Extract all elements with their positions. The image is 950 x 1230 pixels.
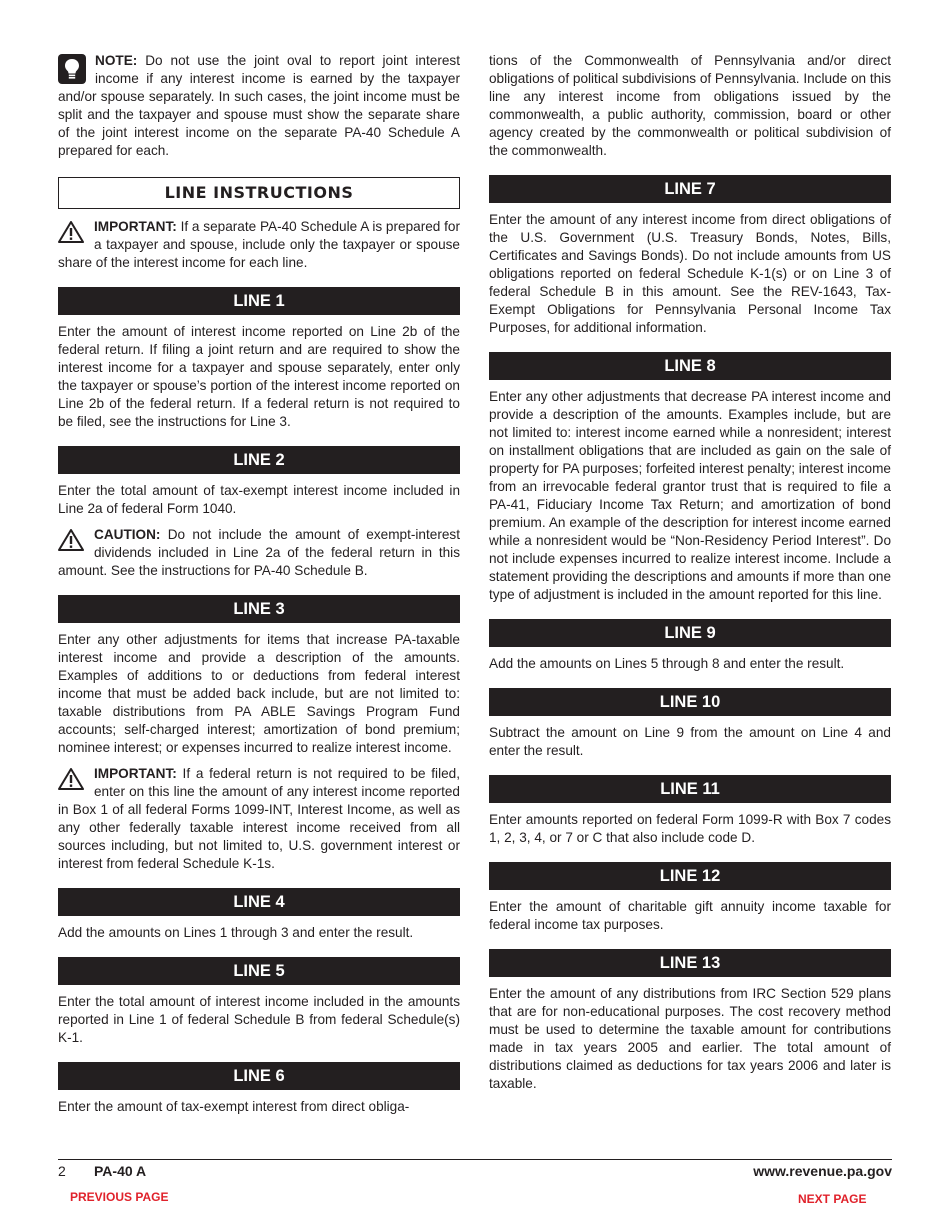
right-column (489, 52, 891, 1093)
line-8-heading: LINE 8 (489, 352, 891, 380)
note-paragraph (58, 52, 460, 160)
page-number: 2 (58, 1163, 66, 1179)
line-4-heading: LINE 4 (58, 888, 460, 916)
important-text: If a separate PA-40 Schedule A is prepared for a taxpayer and spouse, include only the taxpayer or spouse share of the interest income for each line. (58, 219, 460, 270)
important-text: If a federal return is not required to be filed, enter on this line the amount of any interest income reported in Box 1 of all federal Forms 1099-INT, Interest Income, as well as any other federally taxable interest income received from all sources including, but not limited to, U.S. government interest or interest from federal Schedule K-1s. (58, 766, 460, 871)
line-1-heading: LINE 1 (58, 287, 460, 315)
note-label: NOTE: (95, 53, 138, 68)
line-6-heading: LINE 6 (58, 1062, 460, 1090)
important-label: IMPORTANT: (94, 766, 177, 781)
line-2-text: Enter the total amount of tax-exempt interest income included in Line 2a of federal Form 1040. (58, 483, 460, 516)
line-6-text: Enter the amount of tax-exempt interest from direct obliga- (58, 1099, 410, 1114)
warning-icon (58, 220, 84, 246)
lightbulb-icon (58, 54, 86, 84)
line-9-text: Add the amounts on Lines 5 through 8 and enter the result. (489, 656, 845, 671)
warning-icon (58, 767, 84, 793)
line-7-text: Enter the amount of any interest income from direct obligations of the U.S. Government (U.S. Treasury Bonds, Notes, Bills, Certificates and Savings Bonds). Do not include amounts from US obligations reported on federal Schedule K-1(s) or on Line 3 of federal Schedule B in this amount. See the REV-1643, Tax-Exempt Obligations for Pennsylvania Personal Income Tax Purposes, for additional information. (489, 212, 891, 335)
line-6-continued: tions of the Commonwealth of Pennsylvania and/or direct obligations of political subdivisions of Pennsylvania. Include on this line any interest income from obligations issued by the commonwealth, a public authority, commission, board or other agency created by the commonwealth or political subdivision of the commonwealth. (489, 53, 892, 158)
important-note-1 (58, 218, 460, 272)
line-3-text: Enter any other adjustments for items that increase PA-taxable interest income and provide a description of the amounts. Examples of additions to or deductions from federal interest income that must be added back include, but are not limited to: taxable distributions from PA ABLE Savings Program Fund accounts; self-charged interest; amortization of bond premium; nominee interest; or expenses incurred to realize interest income. (58, 632, 460, 755)
form-name: PA-40 A (94, 1163, 147, 1179)
line-13-text: Enter the amount of any distributions from IRC Section 529 plans that are for non-educational purposes. The cost recovery method must be used to determine the taxable amount for contributions made in tax years 2005 and earlier. The total amount of distributions claimed as deductions for tax years 2006 and later is taxable. (489, 986, 891, 1091)
note-text: Do not use the joint oval to report joint interest income if any interest income is earned by the taxpayer and/or spouse separately. In such cases, the joint income must be split and the taxpayer and spouse must show the separate share of the joint interest income on the separate PA-40 Schedule A prepared for each. (58, 53, 460, 158)
website-text: www.revenue.pa.gov (753, 1163, 892, 1179)
line-10-text: Subtract the amount on Line 9 from the amount on Line 4 and enter the result. (489, 725, 891, 758)
line-11-text: Enter amounts reported on federal Form 1099-R with Box 7 codes 1, 2, 3, 4, or 7 or C that also include code D. (489, 812, 891, 845)
important-label: IMPORTANT: (94, 219, 177, 234)
previous-page-link[interactable]: PREVIOUS PAGE (70, 1190, 169, 1204)
line-8-text: Enter any other adjustments that decrease PA interest income and provide a description of the amounts. Examples include, but are not limited to: interest income earned while a nonresident; interest on installment obligations that are included as gain on the sale of property for PA purposes; forfeited interest penalty; interest income from an irrevocable federal grantor trust that is required to file a PA-41, Fiduciary Income Tax Return; and amortization of bond premium. An example of the description for interest income earned while a nonresident would be “Non-Residency Period Interest”. Do not include expenses incurred to realize interest income. Include a statement providing the descriptions and amounts if more than one type of adjustment is included in the amount reported for this line. (489, 389, 892, 602)
caution-note (58, 526, 460, 580)
caution-label: CAUTION: (94, 527, 161, 542)
next-page-link[interactable]: NEXT PAGE (798, 1192, 867, 1206)
footer-divider (58, 1159, 892, 1160)
line-7-heading: LINE 7 (489, 175, 891, 203)
line-5-text: Enter the total amount of interest income included in the amounts reported in Line 1 of federal Schedule B from federal Schedule(s) K-1. (58, 994, 460, 1045)
line-5-heading: LINE 5 (58, 957, 460, 985)
caution-text: Do not include the amount of exempt-interest dividends included in Line 2a of the federal return in this amount. See the instructions for PA-40 Schedule B. (58, 527, 460, 578)
line-4-text: Add the amounts on Lines 1 through 3 and enter the result. (58, 925, 414, 940)
line-12-heading: LINE 12 (489, 862, 891, 890)
important-note-2 (58, 765, 460, 873)
line-3-heading: LINE 3 (58, 595, 460, 623)
section-title: LINE INSTRUCTIONS (58, 177, 460, 209)
line-12-text: Enter the amount of charitable gift annuity income taxable for federal income tax purposes. (489, 899, 891, 932)
caution-icon (58, 528, 84, 554)
line-10-heading: LINE 10 (489, 688, 891, 716)
line-13-heading: LINE 13 (489, 949, 891, 977)
line-1-text: Enter the amount of interest income reported on Line 2b of the federal return. If filing a joint return and are required to show the interest income for a taxpayer and spouse separately, enter only the taxpayer or spouse’s portion of the interest income reported on Line 2b of the federal return. If a federal return is not required to be filed, see the instructions for Line 3. (58, 324, 460, 429)
left-column (58, 52, 460, 1116)
line-9-heading: LINE 9 (489, 619, 891, 647)
line-2-heading: LINE 2 (58, 446, 460, 474)
line-11-heading: LINE 11 (489, 775, 891, 803)
